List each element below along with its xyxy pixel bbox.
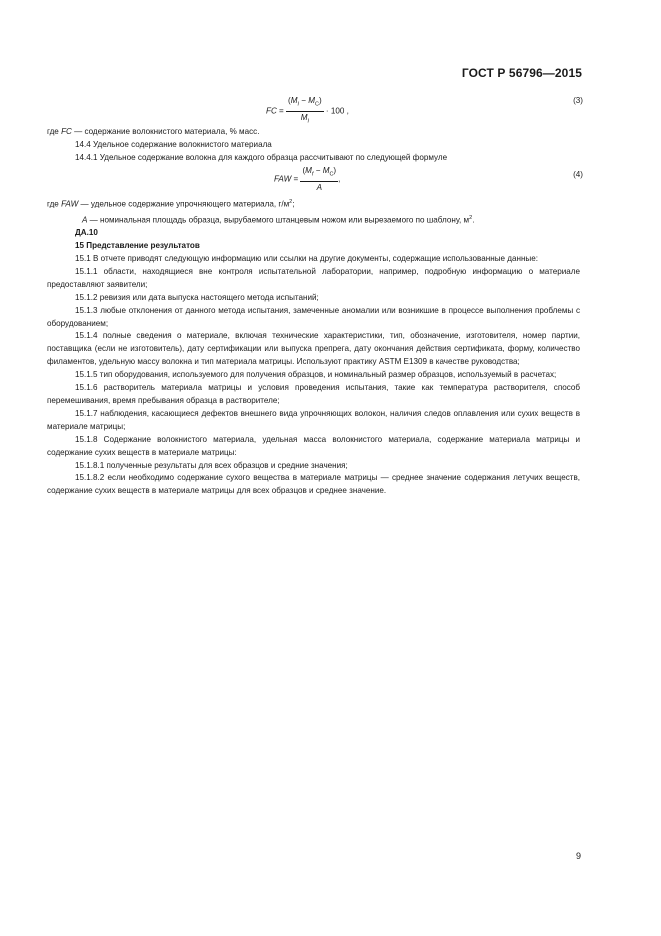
appendix-heading-da10: ДА.10 [75,228,98,238]
paragraph-15-1-4: 15.1.4 полные сведения о материале, включая технические характеристики, тип, обозначение, изготовителя, номер партии, поставщика (если не изготовитель), дату сертификации или выпуска препрега, дату окончания действия сертификата, форму, количество филаментов, удельную массу волокна и тип материала матрицы. Используют практику ASTM E1309 в качестве руководства; [47,331,580,367]
a-definition: A — номинальная площадь образца, вырубаемого штанцевым ножом или вырезаемого по шаблону, $м^2$. [82,214,475,225]
formula-3-tail: · 100 , [323,106,349,116]
text-block-2 [47,196,580,498]
faw-definition: где FAW — удельное содержание упрочняющего материала, $г/м^2$; [47,199,295,209]
section-15-heading: 15 Представление результатов [75,241,200,251]
paragraph-15-1-8-1: 15.1.8.1 полученные результаты для всех образцов и средние значения; [75,460,348,470]
formula-4-eq: = [291,174,301,184]
equation-number-3: (3) [573,96,583,105]
paragraph-15-1-3: 15.1.3 любые отклонения от данного метода испытания, замеченные аномалии или возникшие в процессе выполнения проблемы с оборудованием; [47,305,580,328]
paragraph-15-1-7: 15.1.7 наблюдения, касающиеся дефектов внешнего вида упрочняющих волокон, наличия следов оплавления или сухих веществ в материале матрицы; [47,408,580,431]
text-block-1 [47,126,580,165]
formula-3-lhs: FC [266,106,277,116]
paragraph-15-1-2: 15.1.2 ревизия или дата выпуска настоящего метода испытаний; [75,292,319,302]
formula-3-numerator: $(M_I - M_C)$ [286,96,324,112]
formula-3-fraction [286,96,324,126]
formula-3-eq: = [276,106,287,116]
section-14-4-1: 14.4.1 Удельное содержание волокна для каждого образца рассчитывают по следующей формуле [75,152,448,162]
paragraph-15-1-1: 15.1.1 области, находящиеся вне контроля испытательной лаборатории, например, подробную информацию о материале предоставляют заявители; [47,266,580,289]
paragraph-15-1-8: 15.1.8 Содержание волокнистого материала, удельная масса волокнистого материала, содержание материала матрицы и содержание сухих веществ в материале матрицы: [47,434,580,457]
formula-4-tail: , [338,174,341,184]
formula-4-numerator: $(M_f - M_C)$ [300,166,338,182]
page-number: 9 [575,851,581,861]
formula-4-denominator: A [316,182,322,192]
formula-3-denominator: $M_I$ [300,112,309,125]
formula-4-fraction [300,166,341,193]
fc-definition: где FC — содержание волокнистого материала, % масс. [47,127,260,136]
formula-4-lhs: FAW [274,174,292,184]
equation-number-4: (4) [573,170,583,179]
paragraph-15-1-6: 15.1.6 растворитель материала матрицы и условия проведения испытания, такие как температура растворителя, способ перемешивания, время пребывания образца в растворителе; [47,383,580,405]
document-number: ГОСТ Р 56796—2015 [461,66,582,80]
paragraph-15-1: 15.1 В отчете приводят следующую информацию или ссылки на другие документы, содержащие использованные данные: [75,254,539,263]
section-14-4: 14.4 Удельное содержание волокнистого материала [75,139,272,149]
paragraph-15-1-5: 15.1.5 тип оборудования, используемого для получения образцов, и номинальный размер образцов, используемый в расчетах; [75,370,557,380]
formula-3 [266,96,349,126]
paragraph-15-1-8-2: 15.1.8.2 если необходимо содержание сухого вещества в материале матрицы — среднее значение содержания летучих веществ, содержание сухих веществ в материале матрицы для всех образцов и среднее значение. [47,473,580,496]
formula-4 [274,166,340,193]
